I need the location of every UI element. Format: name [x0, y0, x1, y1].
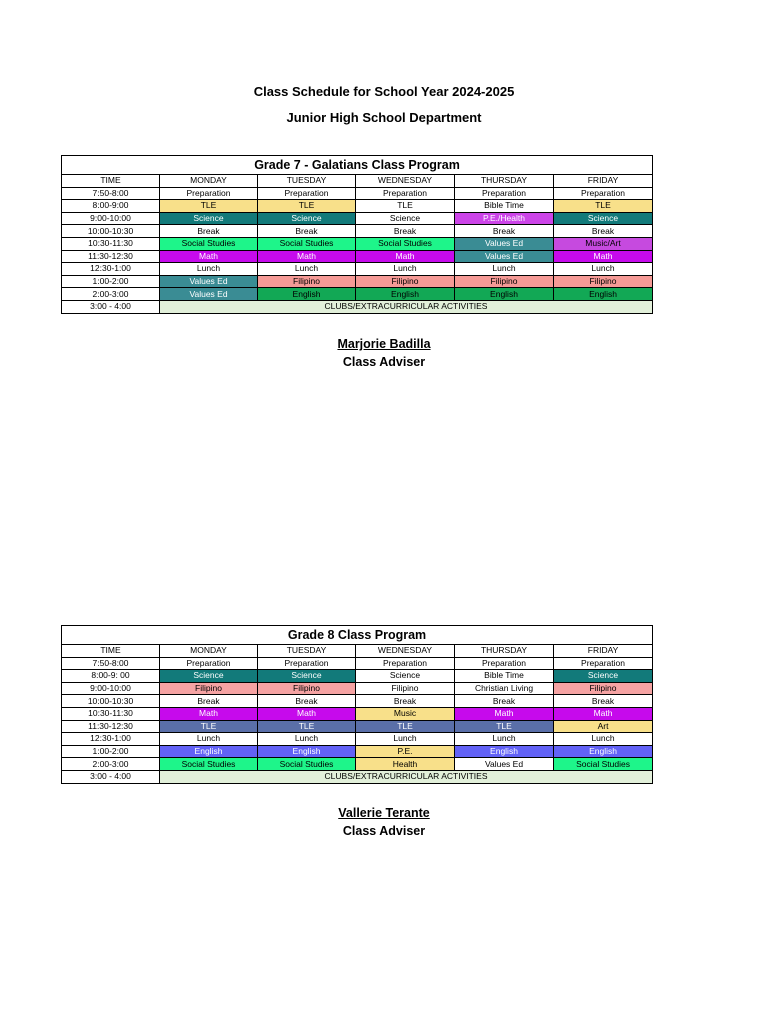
schedule-cell: Break [356, 695, 455, 708]
table-row [62, 187, 653, 200]
schedule-cell: TLE [258, 200, 356, 213]
clubs-cell: CLUBS/EXTRACURRICULAR ACTIVITIES [160, 770, 653, 783]
schedule-cell: Science [356, 212, 455, 225]
schedule-cell: Lunch [258, 733, 356, 746]
time-cell: 10:00-10:30 [62, 695, 160, 708]
schedule-cell: Preparation [356, 657, 455, 670]
schedule-cell: Preparation [160, 187, 258, 200]
schedule-title: Class Schedule for School Year 2024-2025 [253, 84, 515, 99]
adviser-role: Class Adviser [342, 824, 426, 838]
schedule-cell: Social Studies [356, 237, 455, 250]
schedule-cell: Preparation [554, 187, 653, 200]
schedule-cell: TLE [160, 200, 258, 213]
schedule-cell: English [258, 745, 356, 758]
column-header: MONDAY [160, 175, 258, 188]
schedule-cell: Science [258, 212, 356, 225]
schedule-cell: Lunch [356, 263, 455, 276]
grade7-caption: Grade 7 - Galatians Class Program [62, 156, 653, 175]
time-cell: 10:30-11:30 [62, 707, 160, 720]
schedule-cell: Break [258, 695, 356, 708]
schedule-cell: Lunch [554, 263, 653, 276]
time-cell: 12:30-1:00 [62, 733, 160, 746]
schedule-cell: Preparation [258, 187, 356, 200]
table-row [62, 770, 653, 783]
column-header: WEDNESDAY [356, 175, 455, 188]
column-header: MONDAY [160, 645, 258, 658]
table-row [62, 758, 653, 771]
grade7-header-row [62, 175, 653, 188]
schedule-cell: Break [258, 225, 356, 238]
schedule-cell: TLE [356, 720, 455, 733]
schedule-cell: Filipino [356, 682, 455, 695]
time-cell: 3:00 - 4:00 [62, 300, 160, 313]
table-row [62, 720, 653, 733]
column-header: TIME [62, 175, 160, 188]
table-row [62, 263, 653, 276]
schedule-cell: Filipino [455, 275, 554, 288]
schedule-cell: English [258, 288, 356, 301]
table-row [62, 200, 653, 213]
table-row [62, 212, 653, 225]
time-cell: 2:00-3:00 [62, 288, 160, 301]
schedule-cell: Christian Living [455, 682, 554, 695]
schedule-cell: Break [160, 225, 258, 238]
grade7-schedule-table [61, 155, 653, 314]
schedule-cell: Preparation [455, 657, 554, 670]
time-cell: 7:50-8:00 [62, 187, 160, 200]
time-cell: 9:00-10:00 [62, 682, 160, 695]
table-row [62, 657, 653, 670]
table-row [62, 250, 653, 263]
table-row [62, 300, 653, 313]
schedule-cell: Social Studies [554, 758, 653, 771]
column-header: TIME [62, 645, 160, 658]
column-header: FRIDAY [554, 645, 653, 658]
column-header: THURSDAY [455, 645, 554, 658]
time-cell: 7:50-8:00 [62, 657, 160, 670]
schedule-cell: Values Ed [160, 275, 258, 288]
schedule-cell: Music/Art [554, 237, 653, 250]
schedule-cell: Science [160, 670, 258, 683]
column-header: THURSDAY [455, 175, 554, 188]
schedule-cell: P.E./Health [455, 212, 554, 225]
schedule-cell: Break [554, 225, 653, 238]
table-row [62, 745, 653, 758]
time-cell: 8:00-9:00 [62, 200, 160, 213]
schedule-cell: Lunch [455, 733, 554, 746]
schedule-cell: TLE [455, 720, 554, 733]
schedule-cell: Break [554, 695, 653, 708]
schedule-cell: Preparation [356, 187, 455, 200]
grade7-adviser [0, 335, 768, 371]
schedule-cell: Bible Time [455, 200, 554, 213]
table-row [62, 707, 653, 720]
grade8-schedule-table [61, 625, 653, 784]
schedule-cell: Break [455, 225, 554, 238]
time-cell: 11:30-12:30 [62, 250, 160, 263]
schedule-cell: TLE [258, 720, 356, 733]
schedule-cell: Filipino [258, 682, 356, 695]
table-row [62, 670, 653, 683]
schedule-cell: Values Ed [455, 758, 554, 771]
time-cell: 8:00-9: 00 [62, 670, 160, 683]
schedule-cell: Math [160, 250, 258, 263]
time-cell: 2:00-3:00 [62, 758, 160, 771]
time-cell: 1:00-2:00 [62, 275, 160, 288]
adviser-name: Marjorie Badilla [337, 337, 431, 351]
schedule-cell: Filipino [554, 275, 653, 288]
schedule-cell: Break [356, 225, 455, 238]
schedule-cell: TLE [356, 200, 455, 213]
schedule-cell: Math [455, 707, 554, 720]
schedule-cell: Social Studies [258, 758, 356, 771]
adviser-role: Class Adviser [342, 355, 426, 369]
schedule-cell: Music [356, 707, 455, 720]
grade8-adviser [0, 804, 768, 840]
schedule-cell: Preparation [455, 187, 554, 200]
schedule-cell: Filipino [160, 682, 258, 695]
schedule-cell: Preparation [258, 657, 356, 670]
table-row [62, 695, 653, 708]
schedule-cell: English [455, 745, 554, 758]
table-row [62, 225, 653, 238]
schedule-cell: Math [554, 707, 653, 720]
schedule-cell: P.E. [356, 745, 455, 758]
schedule-cell: TLE [160, 720, 258, 733]
schedule-cell: Preparation [554, 657, 653, 670]
column-header: TUESDAY [258, 645, 356, 658]
table-row [62, 682, 653, 695]
schedule-cell: Science [258, 670, 356, 683]
schedule-cell: Lunch [258, 263, 356, 276]
table-row [62, 275, 653, 288]
schedule-cell: Lunch [160, 733, 258, 746]
schedule-cell: Math [356, 250, 455, 263]
schedule-cell: English [455, 288, 554, 301]
schedule-cell: Break [455, 695, 554, 708]
schedule-cell: Values Ed [455, 250, 554, 263]
time-cell: 10:30-11:30 [62, 237, 160, 250]
schedule-cell: Lunch [455, 263, 554, 276]
grade8-header-row [62, 645, 653, 658]
schedule-cell: Filipino [258, 275, 356, 288]
schedule-cell: Filipino [554, 682, 653, 695]
department-title: Junior High School Department [286, 110, 482, 125]
time-cell: 9:00-10:00 [62, 212, 160, 225]
schedule-cell: English [356, 288, 455, 301]
schedule-cell: Preparation [160, 657, 258, 670]
schedule-cell: Social Studies [160, 758, 258, 771]
time-cell: 10:00-10:30 [62, 225, 160, 238]
schedule-cell: Social Studies [258, 237, 356, 250]
schedule-cell: Science [554, 670, 653, 683]
time-cell: 3:00 - 4:00 [62, 770, 160, 783]
column-header: FRIDAY [554, 175, 653, 188]
schedule-cell: Lunch [160, 263, 258, 276]
schedule-cell: Math [258, 250, 356, 263]
schedule-cell: Science [554, 212, 653, 225]
schedule-cell: Values Ed [160, 288, 258, 301]
schedule-cell: Lunch [356, 733, 455, 746]
schedule-cell: Art [554, 720, 653, 733]
schedule-cell: Filipino [356, 275, 455, 288]
schedule-cell: Break [160, 695, 258, 708]
column-header: WEDNESDAY [356, 645, 455, 658]
table-row [62, 237, 653, 250]
schedule-cell: Math [554, 250, 653, 263]
column-header: TUESDAY [258, 175, 356, 188]
schedule-cell: English [160, 745, 258, 758]
table-row [62, 733, 653, 746]
schedule-cell: Values Ed [455, 237, 554, 250]
schedule-cell: Science [356, 670, 455, 683]
schedule-cell: Math [258, 707, 356, 720]
table-row [62, 288, 653, 301]
schedule-cell: Bible Time [455, 670, 554, 683]
schedule-cell: Math [160, 707, 258, 720]
clubs-cell: CLUBS/EXTRACURRICULAR ACTIVITIES [160, 300, 653, 313]
schedule-cell: English [554, 288, 653, 301]
time-cell: 1:00-2:00 [62, 745, 160, 758]
time-cell: 12:30-1:00 [62, 263, 160, 276]
grade8-caption: Grade 8 Class Program [62, 626, 653, 645]
schedule-cell: Health [356, 758, 455, 771]
schedule-cell: English [554, 745, 653, 758]
schedule-cell: Social Studies [160, 237, 258, 250]
adviser-name: Vallerie Terante [338, 806, 430, 820]
schedule-cell: TLE [554, 200, 653, 213]
time-cell: 11:30-12:30 [62, 720, 160, 733]
schedule-cell: Lunch [554, 733, 653, 746]
schedule-cell: Science [160, 212, 258, 225]
